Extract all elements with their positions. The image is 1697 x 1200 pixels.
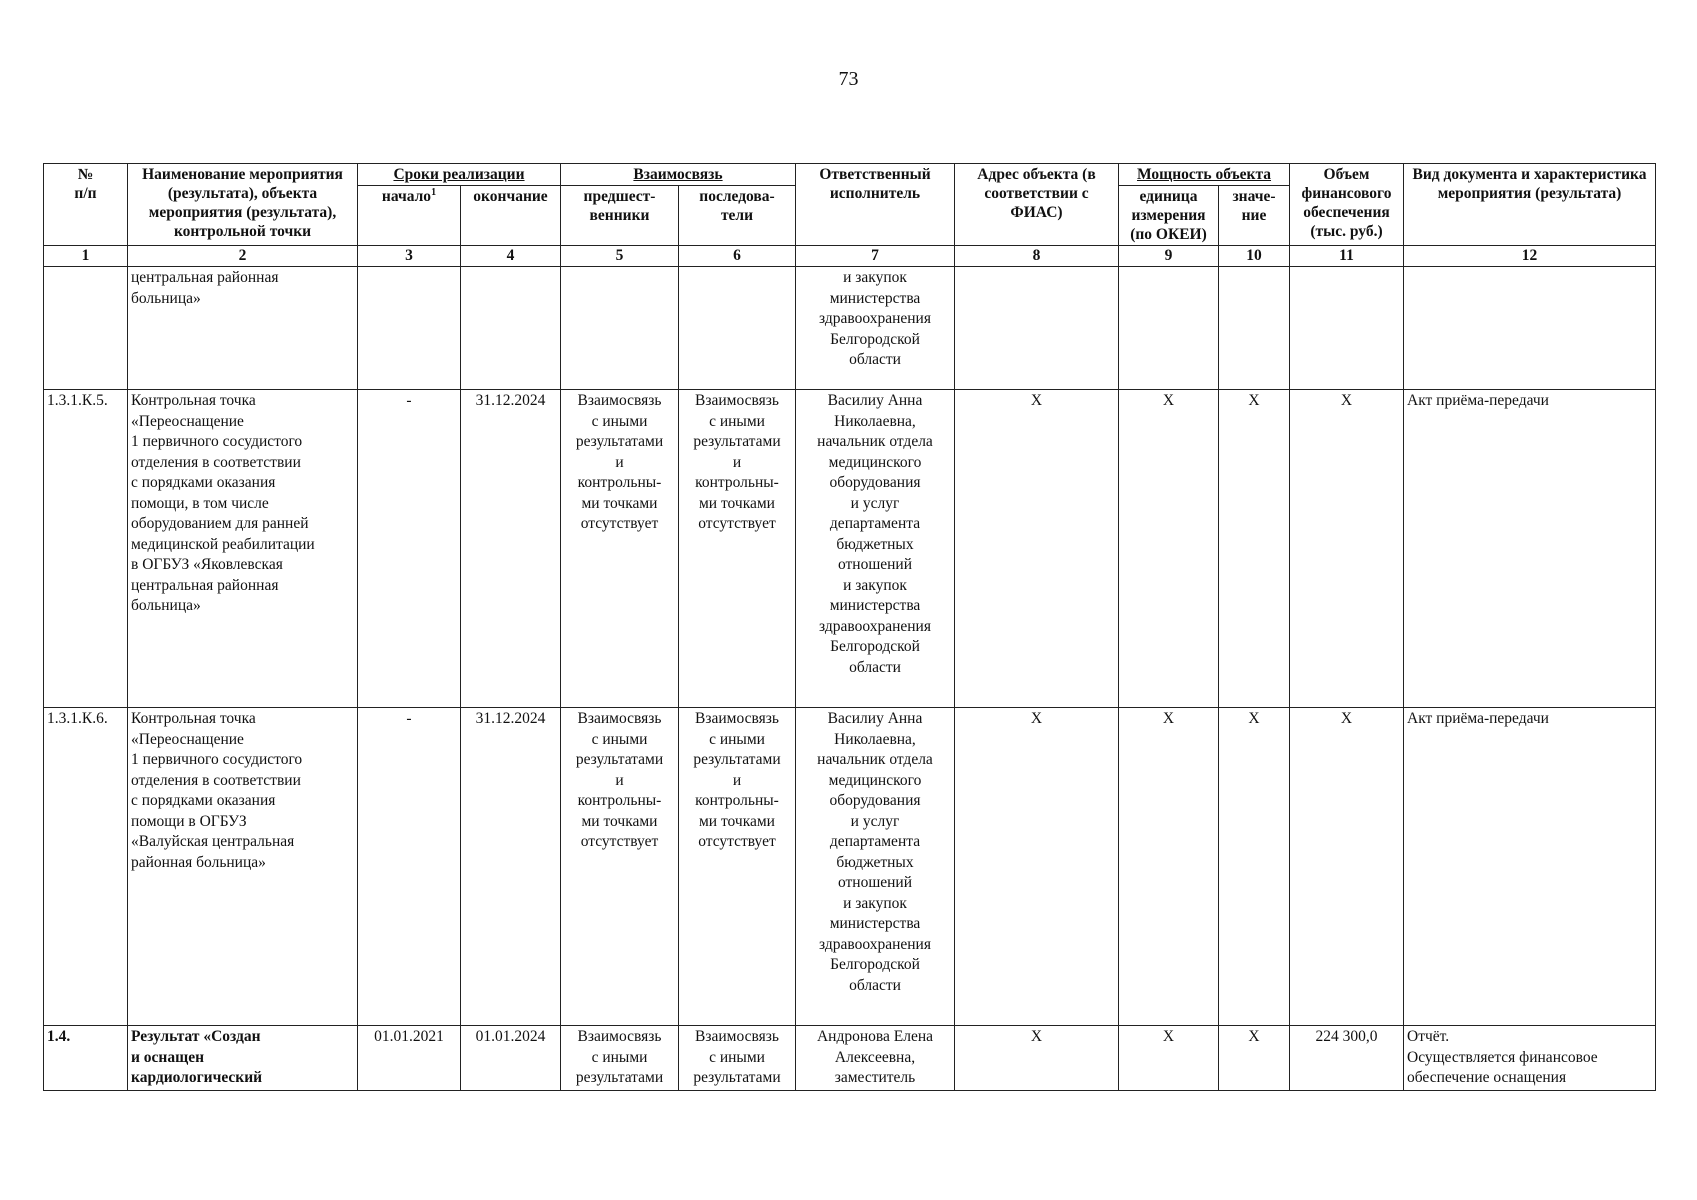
col-number: 1 [44,246,128,267]
col-number: 3 [358,246,461,267]
cell-address: X [955,390,1119,708]
cell-unit: X [1119,708,1219,1026]
col-number: 8 [955,246,1119,267]
cell-responsible: Василиу Анна Николаевна, начальник отдела медицинского оборудования и услуг департамента бюджетных отношений и закупок министерства здравоохранения Белгородской области [796,390,955,708]
cell-unit [1119,267,1219,390]
cell-finance: X [1290,390,1404,708]
header-start [358,186,461,246]
header-succ: последова- тели [679,186,796,246]
cell-name: центральная районная больница» [128,267,358,390]
header-link [561,164,796,186]
cell-doc: Акт приёма-передачи [1404,390,1656,708]
cell-value: X [1219,390,1290,708]
header-start-footnote: 1 [431,186,437,198]
header-capacity [1119,164,1290,186]
cell-name: Результат «Создан и оснащен кардиологический [128,1026,358,1091]
cell-num: 1.4. [44,1026,128,1091]
cell-finance [1290,267,1404,390]
header-doc: Вид документа и характеристика мероприятия (результата) [1404,164,1656,246]
cell-doc [1404,267,1656,390]
header-finance: Объем финансового обеспечения (тыс. руб.) [1290,164,1404,246]
cell-value: X [1219,708,1290,1026]
header-end: окончание [461,186,561,246]
cell-unit: X [1119,390,1219,708]
cell-succ: Взаимосвязь с иными результатами и контрольны- ми точками отсутствует [679,708,796,1026]
cell-pred [561,267,679,390]
column-number-row [44,246,1656,267]
table-row [44,708,1656,1026]
cell-responsible: и закупок министерства здравоохранения Белгородской области [796,267,955,390]
cell-responsible: Андронова Елена Алексеевна, заместитель [796,1026,955,1091]
cell-doc: Акт приёма-передачи [1404,708,1656,1026]
col-number: 11 [1290,246,1404,267]
activity-plan-table [43,163,1656,1091]
header-capacity-label: Мощность объекта [1136,166,1272,183]
header-value: значе- ние [1219,186,1290,246]
cell-value: X [1219,1026,1290,1091]
header-name: Наименование мероприятия (результата), объекта мероприятия (результата), контрольной точки [128,164,358,246]
cell-pred: Взаимосвязь с иными результатами и контрольны- ми точками отсутствует [561,708,679,1026]
header-address: Адрес объекта (в соответствии с ФИАС) [955,164,1119,246]
header-link-label: Взаимосвязь [633,166,723,183]
cell-name: Контрольная точка «Переоснащение 1 первичного сосудистого отделения в соответствии с порядками оказания помощи, в том числе оборудованием для ранней медицинской реабилитации в ОГБУЗ «Яковлевская центральная районная больница» [128,390,358,708]
cell-num: 1.3.1.К.5. [44,390,128,708]
cell-responsible: Василиу Анна Николаевна, начальник отдела медицинского оборудования и услуг департамента бюджетных отношений и закупок министерства здравоохранения Белгородской области [796,708,955,1026]
cell-end: 31.12.2024 [461,708,561,1026]
col-number: 12 [1404,246,1656,267]
header-terms [358,164,561,186]
cell-end: 01.01.2024 [461,1026,561,1091]
cell-start: - [358,390,461,708]
cell-finance: X [1290,708,1404,1026]
col-number: 10 [1219,246,1290,267]
col-number: 4 [461,246,561,267]
header-responsible: Ответственный исполнитель [796,164,955,246]
cell-address: X [955,708,1119,1026]
cell-pred: Взаимосвязь с иными результатами и контрольны- ми точками отсутствует [561,390,679,708]
cell-num [44,267,128,390]
col-number: 5 [561,246,679,267]
header-num: № п/п [44,164,128,246]
cell-num: 1.3.1.К.6. [44,708,128,1026]
header-terms-label: Сроки реализации [393,166,525,183]
cell-start [358,267,461,390]
header-row-1 [44,164,1656,186]
cell-pred: Взаимосвязь с иными результатами [561,1026,679,1091]
page-number: 73 [838,68,859,90]
cell-end: 31.12.2024 [461,390,561,708]
cell-value [1219,267,1290,390]
cell-succ [679,267,796,390]
col-number: 7 [796,246,955,267]
col-number: 6 [679,246,796,267]
cell-succ: Взаимосвязь с иными результатами [679,1026,796,1091]
header-unit: единица измерения (по ОКЕИ) [1119,186,1219,246]
cell-doc: Отчёт. Осуществляется финансовое обеспечение оснащения [1404,1026,1656,1091]
header-start-label: начало [381,188,432,205]
cell-unit: X [1119,1026,1219,1091]
cell-address [955,267,1119,390]
cell-name: Контрольная точка «Переоснащение 1 первичного сосудистого отделения в соответствии с порядками оказания помощи в ОГБУЗ «Валуйская центральная районная больница» [128,708,358,1026]
table-row [44,390,1656,708]
cell-address: X [955,1026,1119,1091]
table-row [44,1026,1656,1091]
cell-end [461,267,561,390]
header-pred: предшест- венники [561,186,679,246]
col-number: 9 [1119,246,1219,267]
col-number: 2 [128,246,358,267]
cell-finance: 224 300,0 [1290,1026,1404,1091]
cell-start: 01.01.2021 [358,1026,461,1091]
cell-start: - [358,708,461,1026]
cell-succ: Взаимосвязь с иными результатами и контрольны- ми точками отсутствует [679,390,796,708]
table-row [44,267,1656,390]
